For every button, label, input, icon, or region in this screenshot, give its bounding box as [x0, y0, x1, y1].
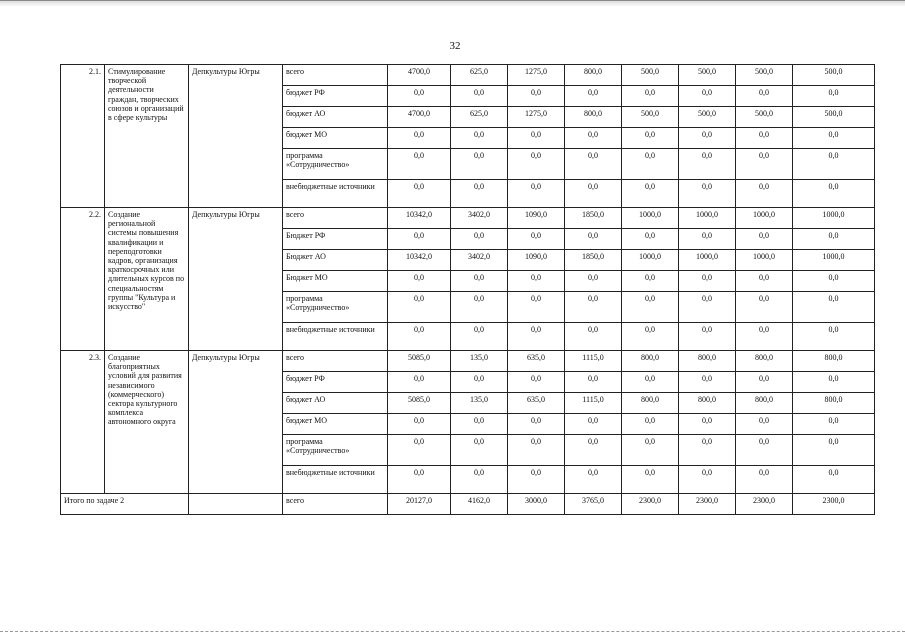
scan-top-edge: [0, 0, 905, 7]
funding-source: Бюджет РФ: [283, 229, 388, 250]
value-cell: 0,0: [451, 86, 508, 107]
value-cell: 0,0: [508, 435, 565, 466]
value-cell: 500,0: [793, 107, 875, 128]
table-row: [61, 208, 875, 229]
value-cell: 0,0: [793, 435, 875, 466]
section-index: 2.1.: [61, 65, 105, 208]
value-cell: 0,0: [736, 271, 793, 292]
value-cell: 0,0: [451, 128, 508, 149]
value-cell: 0,0: [622, 323, 679, 351]
funding-source: бюджет МО: [283, 414, 388, 435]
value-cell: 0,0: [622, 292, 679, 323]
value-cell: 0,0: [388, 292, 451, 323]
funding-source: всего: [283, 351, 388, 372]
value-cell: 1275,0: [508, 65, 565, 86]
value-cell: 0,0: [388, 435, 451, 466]
funding-source: бюджет АО: [283, 107, 388, 128]
funding-source: внебюджетные источники: [283, 466, 388, 494]
value-cell: 0,0: [736, 466, 793, 494]
value-cell: 0,0: [622, 86, 679, 107]
value-cell: 0,0: [565, 128, 622, 149]
value-cell: 0,0: [679, 229, 736, 250]
value-cell: 0,0: [508, 128, 565, 149]
value-cell: 0,0: [388, 323, 451, 351]
value-cell: 0,0: [793, 180, 875, 208]
value-cell: 135,0: [451, 351, 508, 372]
table-body: [61, 65, 875, 515]
value-cell: 0,0: [679, 435, 736, 466]
funding-source: Бюджет АО: [283, 250, 388, 271]
section-name: Стимулирование творческой деятельности граждан, творческих союзов и организаций в сфере культуры: [105, 65, 189, 208]
value-cell: 0,0: [622, 372, 679, 393]
value-cell: 500,0: [622, 65, 679, 86]
value-cell: 0,0: [679, 86, 736, 107]
funding-source: программа «Сотрудничество»: [283, 149, 388, 180]
value-cell: 0,0: [736, 435, 793, 466]
value-cell: 0,0: [736, 180, 793, 208]
value-cell: 0,0: [736, 372, 793, 393]
value-cell: 10342,0: [388, 250, 451, 271]
value-cell: 0,0: [793, 271, 875, 292]
funding-source: бюджет РФ: [283, 86, 388, 107]
scan-bottom-edge: [0, 631, 905, 634]
value-cell: 0,0: [622, 435, 679, 466]
value-cell: 500,0: [736, 65, 793, 86]
total-value-cell: 2300,0: [736, 494, 793, 515]
value-cell: 0,0: [565, 271, 622, 292]
value-cell: 0,0: [565, 323, 622, 351]
value-cell: 0,0: [736, 229, 793, 250]
funding-source: бюджет РФ: [283, 372, 388, 393]
value-cell: 800,0: [565, 107, 622, 128]
value-cell: 3402,0: [451, 208, 508, 229]
funding-source: программа «Сотрудничество»: [283, 292, 388, 323]
value-cell: 0,0: [451, 414, 508, 435]
section-name: Создание региональной системы повышения квалификации и переподготовки кадров, организация краткосрочных или длительных курсов по специальностям группы "Культура и искусство": [105, 208, 189, 351]
total-executor: [189, 494, 283, 515]
funding-source: внебюджетные источники: [283, 323, 388, 351]
value-cell: 0,0: [736, 86, 793, 107]
value-cell: 1000,0: [679, 250, 736, 271]
total-value-cell: 20127,0: [388, 494, 451, 515]
value-cell: 0,0: [565, 180, 622, 208]
value-cell: 0,0: [793, 149, 875, 180]
total-source: всего: [283, 494, 388, 515]
value-cell: 0,0: [793, 229, 875, 250]
value-cell: 500,0: [736, 107, 793, 128]
value-cell: 0,0: [565, 435, 622, 466]
value-cell: 0,0: [679, 466, 736, 494]
value-cell: 0,0: [508, 271, 565, 292]
value-cell: 800,0: [679, 393, 736, 414]
value-cell: 1000,0: [793, 208, 875, 229]
value-cell: 0,0: [451, 271, 508, 292]
section-executor: Депкультуры Югры: [189, 65, 283, 208]
budget-table: [60, 64, 875, 515]
value-cell: 0,0: [736, 323, 793, 351]
value-cell: 5085,0: [388, 351, 451, 372]
section-index: 2.2.: [61, 208, 105, 351]
value-cell: 0,0: [622, 180, 679, 208]
value-cell: 0,0: [508, 323, 565, 351]
value-cell: 0,0: [679, 372, 736, 393]
value-cell: 0,0: [388, 414, 451, 435]
value-cell: 0,0: [388, 229, 451, 250]
value-cell: 1090,0: [508, 208, 565, 229]
section-executor: Депкультуры Югры: [189, 351, 283, 494]
value-cell: 0,0: [793, 372, 875, 393]
value-cell: 0,0: [679, 180, 736, 208]
value-cell: 4700,0: [388, 107, 451, 128]
value-cell: 1000,0: [622, 250, 679, 271]
value-cell: 800,0: [565, 65, 622, 86]
total-value-cell: 3765,0: [565, 494, 622, 515]
funding-source: внебюджетные источники: [283, 180, 388, 208]
value-cell: 0,0: [388, 466, 451, 494]
value-cell: 800,0: [679, 351, 736, 372]
value-cell: 1850,0: [565, 208, 622, 229]
value-cell: 0,0: [388, 86, 451, 107]
table-row: [61, 351, 875, 372]
value-cell: 0,0: [679, 128, 736, 149]
value-cell: 0,0: [565, 86, 622, 107]
value-cell: 0,0: [793, 323, 875, 351]
value-cell: 1000,0: [622, 208, 679, 229]
value-cell: 0,0: [451, 229, 508, 250]
value-cell: 0,0: [388, 372, 451, 393]
value-cell: 0,0: [793, 128, 875, 149]
value-cell: 0,0: [451, 466, 508, 494]
value-cell: 0,0: [451, 149, 508, 180]
value-cell: 800,0: [736, 393, 793, 414]
value-cell: 0,0: [622, 149, 679, 180]
page-number: 32: [449, 40, 461, 52]
value-cell: 625,0: [451, 65, 508, 86]
total-value-cell: 2300,0: [622, 494, 679, 515]
value-cell: 0,0: [508, 372, 565, 393]
value-cell: 500,0: [793, 65, 875, 86]
total-value-cell: 4162,0: [451, 494, 508, 515]
value-cell: 500,0: [622, 107, 679, 128]
value-cell: 135,0: [451, 393, 508, 414]
value-cell: 0,0: [451, 292, 508, 323]
total-label: Итого по задаче 2: [61, 494, 189, 515]
value-cell: 0,0: [793, 292, 875, 323]
value-cell: 0,0: [565, 229, 622, 250]
value-cell: 0,0: [793, 414, 875, 435]
value-cell: 1000,0: [679, 208, 736, 229]
value-cell: 0,0: [679, 323, 736, 351]
value-cell: 1115,0: [565, 393, 622, 414]
value-cell: 10342,0: [388, 208, 451, 229]
value-cell: 0,0: [508, 414, 565, 435]
value-cell: 0,0: [565, 149, 622, 180]
value-cell: 500,0: [679, 65, 736, 86]
value-cell: 0,0: [508, 149, 565, 180]
value-cell: 0,0: [679, 149, 736, 180]
value-cell: 0,0: [565, 414, 622, 435]
value-cell: 1000,0: [793, 250, 875, 271]
funding-source: бюджет АО: [283, 393, 388, 414]
total-row: [61, 494, 875, 515]
value-cell: 0,0: [565, 466, 622, 494]
value-cell: 0,0: [679, 414, 736, 435]
total-value-cell: 2300,0: [679, 494, 736, 515]
value-cell: 0,0: [622, 466, 679, 494]
value-cell: 0,0: [565, 372, 622, 393]
value-cell: 0,0: [508, 86, 565, 107]
value-cell: 0,0: [736, 149, 793, 180]
value-cell: 0,0: [451, 435, 508, 466]
value-cell: 0,0: [793, 86, 875, 107]
value-cell: 1115,0: [565, 351, 622, 372]
value-cell: 0,0: [451, 323, 508, 351]
section-index: 2.3.: [61, 351, 105, 494]
value-cell: 0,0: [622, 414, 679, 435]
value-cell: 0,0: [736, 128, 793, 149]
section-executor: Депкультуры Югры: [189, 208, 283, 351]
value-cell: 4700,0: [388, 65, 451, 86]
funding-source: всего: [283, 65, 388, 86]
value-cell: 1275,0: [508, 107, 565, 128]
funding-source: бюджет МО: [283, 128, 388, 149]
value-cell: 0,0: [508, 292, 565, 323]
value-cell: 0,0: [388, 180, 451, 208]
value-cell: 0,0: [451, 372, 508, 393]
value-cell: 0,0: [388, 149, 451, 180]
value-cell: 1000,0: [736, 208, 793, 229]
total-value-cell: 3000,0: [508, 494, 565, 515]
value-cell: 800,0: [736, 351, 793, 372]
value-cell: 1090,0: [508, 250, 565, 271]
table-row: [61, 65, 875, 86]
value-cell: 0,0: [622, 128, 679, 149]
value-cell: 800,0: [793, 393, 875, 414]
value-cell: 0,0: [736, 292, 793, 323]
value-cell: 0,0: [388, 271, 451, 292]
funding-source: Бюджет МО: [283, 271, 388, 292]
value-cell: 0,0: [565, 292, 622, 323]
value-cell: 800,0: [793, 351, 875, 372]
value-cell: 500,0: [679, 107, 736, 128]
value-cell: 800,0: [622, 351, 679, 372]
value-cell: 0,0: [793, 466, 875, 494]
value-cell: 635,0: [508, 393, 565, 414]
value-cell: 5085,0: [388, 393, 451, 414]
funding-source: программа «Сотрудничество»: [283, 435, 388, 466]
value-cell: 0,0: [508, 229, 565, 250]
value-cell: 1850,0: [565, 250, 622, 271]
value-cell: 3402,0: [451, 250, 508, 271]
value-cell: 0,0: [508, 180, 565, 208]
value-cell: 0,0: [679, 292, 736, 323]
value-cell: 635,0: [508, 351, 565, 372]
value-cell: 0,0: [736, 414, 793, 435]
section-name: Создание благоприятных условий для развития независимого (коммерческого) сектора культурного комплекса автономного округа: [105, 351, 189, 494]
value-cell: 0,0: [388, 128, 451, 149]
value-cell: 1000,0: [736, 250, 793, 271]
value-cell: 800,0: [622, 393, 679, 414]
value-cell: 0,0: [508, 466, 565, 494]
funding-source: всего: [283, 208, 388, 229]
value-cell: 0,0: [622, 271, 679, 292]
value-cell: 0,0: [451, 180, 508, 208]
value-cell: 625,0: [451, 107, 508, 128]
total-value-cell: 2300,0: [793, 494, 875, 515]
value-cell: 0,0: [622, 229, 679, 250]
value-cell: 0,0: [679, 271, 736, 292]
